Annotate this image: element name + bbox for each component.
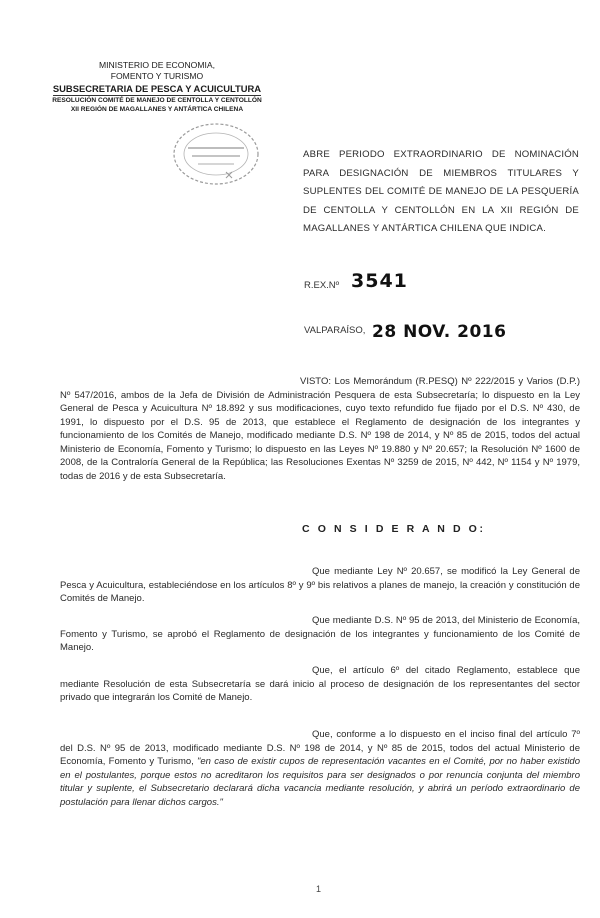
- considerando-paragraph-2: [60, 614, 580, 655]
- considerando-2-text: Que mediante D.S. Nº 95 de 2013, del Ministerio de Economía, Fomento y Turismo, se aprobó el Reglamento de designación de los integrantes y funcionamiento de los Comité de Manejo.: [60, 615, 580, 653]
- place-label: VALPARAÍSO,: [304, 325, 366, 336]
- visto-lead: VISTO:: [300, 376, 331, 387]
- resolution-line-1: RESOLUCIÓN COMITÉ DE MANEJO DE CENTOLLA Y CENTOLLÓN: [52, 97, 262, 104]
- considerando-paragraph-1: [60, 565, 580, 606]
- considerando-3-text: Que, el artículo 6º del citado Reglamento, establece que mediante Resolución de esta Subsecretaría se dará inicio al proceso de designación de los representantes del sector privado que integrarán los Comité de Manejo.: [60, 665, 580, 703]
- resolution-date: 28 NOV. 2016: [372, 322, 507, 342]
- resolution-line-2: XII REGIÓN DE MAGALLANES Y ANTÁRTICA CHILENA: [70, 106, 244, 113]
- considerando-1-text: Que mediante Ley Nº 20.657, se modificó la Ley General de Pesca y Acuicultura, estableciéndose en los artículos 8º y 9º bis relativos a planes de manejo, la creación y constitución de Comités de Manejo.: [60, 566, 580, 604]
- considerando-heading: C O N S I D E R A N D O:: [302, 523, 486, 535]
- subsecretaria-name: SUBSECRETARIA DE PESCA Y ACUICULTURA: [52, 83, 262, 94]
- visto-paragraph: [60, 375, 580, 483]
- official-stamp-icon: [168, 118, 264, 190]
- considerando-paragraph-4: [60, 728, 580, 809]
- considerando-paragraph-3: [60, 664, 580, 705]
- rex-label: R.EX.Nº: [304, 280, 340, 291]
- resolution-title: ABRE PERIODO EXTRAORDINARIO DE NOMINACIÓN PARA DESIGNACIÓN DE MIEMBROS TITULARES Y SUPLENTES DEL COMITÉ DE MANEJO DE LA PESQUERÍA DE CENTOLLA Y CENTOLLÓN EN LA XII REGIÓN DE MAGALLANES Y ANTÁRTICA CHILENA QUE INDICA.: [303, 149, 579, 234]
- letterhead: [52, 60, 262, 114]
- ministry-line-2: FOMENTO Y TURISMO: [110, 71, 204, 81]
- visto-text: Los Memorándum (R.PESQ) Nº 222/2015 y Varios (D.P.) Nº 547/2016, ambos de la Jefa de División de Administración Pesquera de esta Subsecretaría; lo dispuesto en la Ley General de Pesca y Acuicultura Nº 18.892 y sus modificaciones, cuyo texto refundido fue fijado por el D.S. Nº 430, de 1991, lo dispuesto por el D.S. 95 de 2013, que establece el Reglamento de designación de los integrantes y funcionamiento de los Comités de Manejo, modificado mediante D.S. Nº 198 de 2014, y Nº 85 de 2015, todos del actual Ministerio de Economía, Fomento y Turismo; lo dispuesto en las Leyes Nº 19.880 y Nº 20.657; la Resolución Nº 1600 de 2008, de la Contraloría General de la República; las Resoluciones Exentas Nº 3259 de 2015, Nº 442, Nº 1154 y Nº 1979, todas de 2016 y de esta Subsecretaría.: [60, 376, 580, 482]
- considerando-4-text: Que, conforme a lo dispuesto en el inciso final del artículo 7º del D.S. Nº 95 de 2013, modificado mediante D.S. Nº 198 de 2014, y Nº 85 de 2015, todos del actual Ministerio de Economía, Fomento y Turismo,: [60, 729, 580, 767]
- page-number: 1: [316, 884, 322, 894]
- ministry-line-1: MINISTERIO DE ECONOMIA,: [98, 60, 216, 70]
- considerando-4-quote: "en caso de existir cupos de representación vacantes en el Comité, por no haber existido en el postulantes, porque estos no acreditaron los requisitos para ser designados o por renuncia conjunta del miembro titular y suplente, el Subsecretario declarará dicha vacancia mediante resolución, y abrirá un período extraordinario de postulación para llenar dichos cargos.": [60, 756, 580, 808]
- rex-number: 3541: [351, 270, 408, 292]
